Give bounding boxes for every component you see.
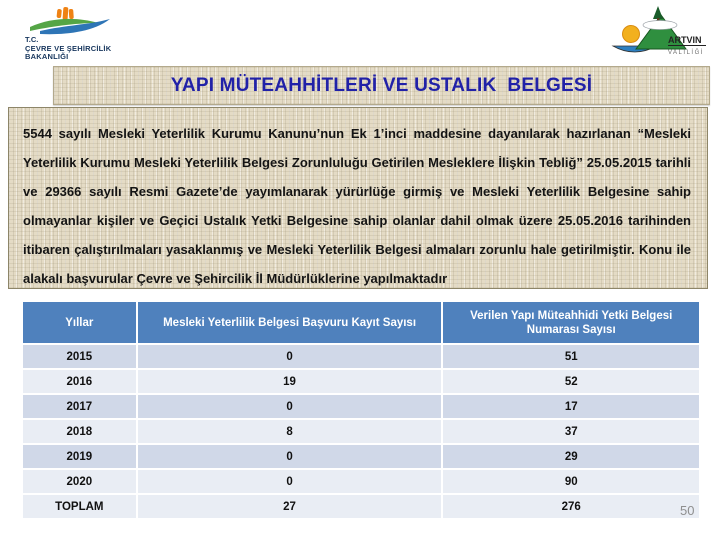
certificates-cell: 52 [443,370,699,393]
table-row [23,470,699,493]
year-cell: 2019 [23,445,136,468]
column-header-certificates: Verilen Yapı Müteahhidi Yetki Belgesi Numarası Sayısı [443,302,699,343]
applications-cell: 0 [138,345,442,368]
artvin-logo-icon [610,5,710,59]
ministry-line2: ÇEVRE VE ŞEHİRCİLİK [25,43,112,53]
title-bar [53,66,710,105]
column-header-applications: Mesleki Yeterlilik Belgesi Başvuru Kayıt Sayısı [138,302,442,343]
table-row [23,420,699,443]
year-cell: 2015 [23,345,136,368]
year-cell: 2017 [23,395,136,418]
table-row [23,445,699,468]
table-row [23,395,699,418]
table-total-row [23,495,699,518]
ministry-line1: T.C. [25,35,39,44]
artvin-logo [610,5,710,59]
artvin-subtitle: VALİLİĞİ [668,50,704,56]
applications-cell: 19 [138,370,442,393]
year-cell: 2018 [23,420,136,443]
year-cell: TOPLAM [23,495,136,518]
certificates-cell: 37 [443,420,699,443]
certificates-cell: 276 [443,495,699,518]
body-paragraph: 5544 sayılı Mesleki Yeterlilik Kurumu Kanunu’nun Ek 1’inci maddesine dayanılarak hazırlanan “Mesleki Yeterlilik Kurumu Mesleki Yeterlilik Belgesi Zorunluluğu Getirilen Mesleklere İlişkin Tebliğ” 25.05.2015 tarihli ve 29366 sayılı Resmi Gazete’de yayımlanarak yürürlüğe girmiş ve Mesleki Yeterlilik Belgesine sahip olmayanlar kişiler ve Geçici Ustalık Yetki Belgesine sahip olanlar dahil olmak üzere 25.05.2016 tarihinden itibaren çalıştırılmaları yasaklanmış ve Mesleki Yeterlilik Belgesi almaları zorunlu hale getirilmiştir. Konu ile alakalı başvurular Çevre ve Şehircilik İl Müdürlüklerine yapılmaktadır [23,126,691,286]
applications-cell: 27 [138,495,442,518]
year-cell: 2016 [23,370,136,393]
artvin-title: ARTVIN [668,35,702,45]
applications-cell: 0 [138,445,442,468]
column-header-years: Yıllar [23,302,136,343]
table-row [23,345,699,368]
page-number: 50 [680,503,695,518]
applications-cell: 8 [138,420,442,443]
applications-cell: 0 [138,470,442,493]
certificates-cell: 17 [443,395,699,418]
ministry-logo-icon [24,6,134,40]
table-header-row [23,302,699,343]
ministry-logo-text [25,36,111,62]
year-cell: 2020 [23,470,136,493]
certificates-cell: 29 [443,445,699,468]
statistics-table [21,300,701,520]
certificates-cell: 51 [443,345,699,368]
certificates-cell: 90 [443,470,699,493]
applications-cell: 0 [138,395,442,418]
page-title: YAPI MÜTEAHHİTLERİ VE USTALIK BELGESİ [170,74,593,96]
ministry-logo [24,6,134,66]
ministry-line3: BAKANLIĞI [25,52,69,61]
body-text-box [8,107,708,289]
table-row [23,370,699,393]
